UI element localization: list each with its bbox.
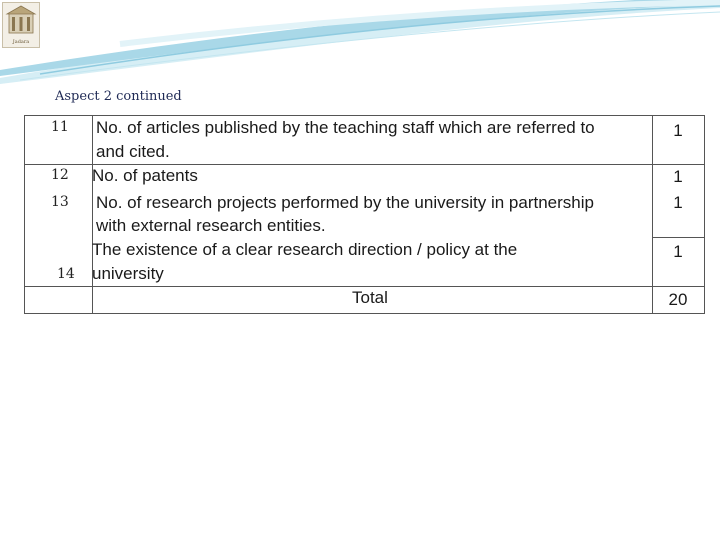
slide-subtitle: Aspect 2 continued [55, 89, 182, 104]
university-emblem-icon [3, 3, 39, 37]
row-description-line: No. of research projects performed by the university in partnership [96, 193, 594, 212]
header-wave-decoration [0, 0, 720, 90]
row-number: 12 [51, 167, 69, 183]
row-description-line: and cited. [96, 142, 170, 161]
row-number: 14 [57, 266, 75, 282]
row-description-line: The existence of a clear research direction / policy at the [92, 240, 518, 259]
table-column-divider-right [652, 116, 653, 313]
university-logo [2, 2, 40, 48]
table-row-divider [652, 237, 704, 238]
row-value: 1 [673, 121, 683, 140]
table-row-divider [25, 286, 652, 287]
row-description-line: No. of patents [92, 166, 198, 185]
row-value: 1 [673, 193, 683, 212]
total-label: Total [352, 288, 388, 307]
row-description-line: No. of articles published by the teaching staff which are referred to [96, 118, 595, 137]
row-number: 11 [51, 119, 69, 135]
table-row-divider [652, 164, 704, 165]
criteria-table [24, 115, 705, 314]
row-description-line: with external research entities. [96, 216, 326, 235]
total-value: 20 [668, 290, 688, 309]
row-value: 1 [673, 167, 683, 186]
row-description-line: university [92, 264, 164, 283]
row-number: 13 [51, 194, 69, 210]
row-value: 1 [673, 242, 683, 261]
table-row-divider [652, 286, 704, 287]
logo-caption: Jadara [12, 39, 30, 45]
